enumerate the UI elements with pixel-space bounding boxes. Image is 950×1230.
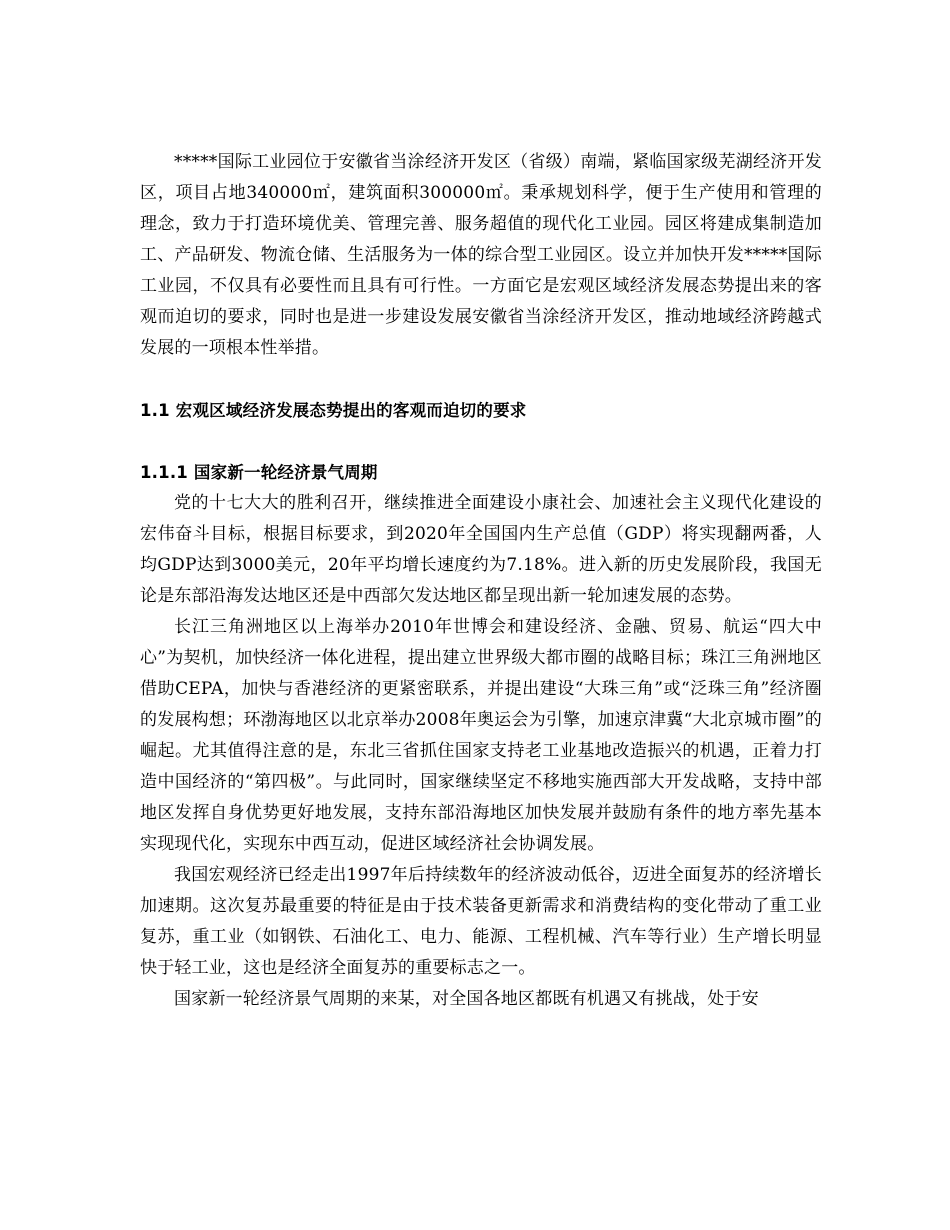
body-paragraph-4: 国家新一轮经济景气周期的来某，对全国各地区都既有机遇又有挑战，处于安	[174, 989, 759, 1009]
body-paragraph-2: 长江三角洲地区以上海举办2010年世博会和建设经济、金融、贸易、航运“四大中心”为契机，加快经济一体化进程，提出建立世界级大都市圈的战略目标；珠江三角洲地区借助CEPA，加快与香港经济的更紧密联系，并提出建设“大珠三角”或“泛珠三角”经济圈的发展构想；环渤海地区以北京举办2008年奥运会为引擎，加速京津冀“大北京城市圈”的崛起。尤其值得注意的是，东北三省抓住国家支持老工业基地改造振兴的机遇，正着力打造中国经济的“第四极”。与此同时，国家继续坚定不移地实施西部大开发战略，支持中部地区发挥自身优势更好地发展，支持东部沿海地区加快发展并鼓励有条件的地方率先基本实现现代化，实现东中西互动，促进区域经济社会协调发展。	[140, 617, 822, 854]
body-paragraph-3: 我国宏观经济已经走出1997年后持续数年的经济波动低谷，迈进全面复苏的经济增长加速期。这次复苏最重要的特征是由于技术装备更新需求和消费结构的变化带动了重工业复苏，重工业（如钢铁、石油化工、电力、能源、工程机械、汽车等行业）生产增长明显快于轻工业，这也是经济全面复苏的重要标志之一。	[140, 865, 822, 978]
section-heading-1-1-1: 1.1.1 国家新一轮经济景气周期	[140, 463, 378, 482]
body-paragraph-1: 党的十七大大的胜利召开，继续推进全面建设小康社会、加速社会主义现代化建设的宏伟奋斗目标，根据目标要求，到2020年全国国内生产总值（GDP）将实现翻两番，人均GDP达到3000美元，20年平均增长速度约为7.18%。进入新的历史发展阶段，我国无论是东部沿海发达地区还是中西部欠发达地区都呈现出新一轮加速发展的态势。	[140, 493, 822, 606]
section-heading-1-1: 1.1 宏观区域经济发展态势提出的客观而迫切的要求	[140, 401, 527, 420]
document-page	[140, 147, 822, 1015]
intro-paragraph: *****国际工业园位于安徽省当涂经济开发区（省级）南端，紧临国家级芜湖经济开发区，项目占地340000㎡，建筑面积300000㎡。秉承规划科学，便于生产使用和管理的理念，致力于打造环境优美、管理完善、服务超值的现代化工业园。园区将建成集制造加工、产品研发、物流仓储、生活服务为一体的综合型工业园区。设立并加快开发*****国际工业园，不仅具有必要性而且具有可行性。一方面它是宏观区域经济发展态势提出来的客观而迫切的要求，同时也是进一步建设发展安徽省当涂经济开发区，推动地域经济跨越式发展的一项根本性举措。	[140, 152, 822, 358]
